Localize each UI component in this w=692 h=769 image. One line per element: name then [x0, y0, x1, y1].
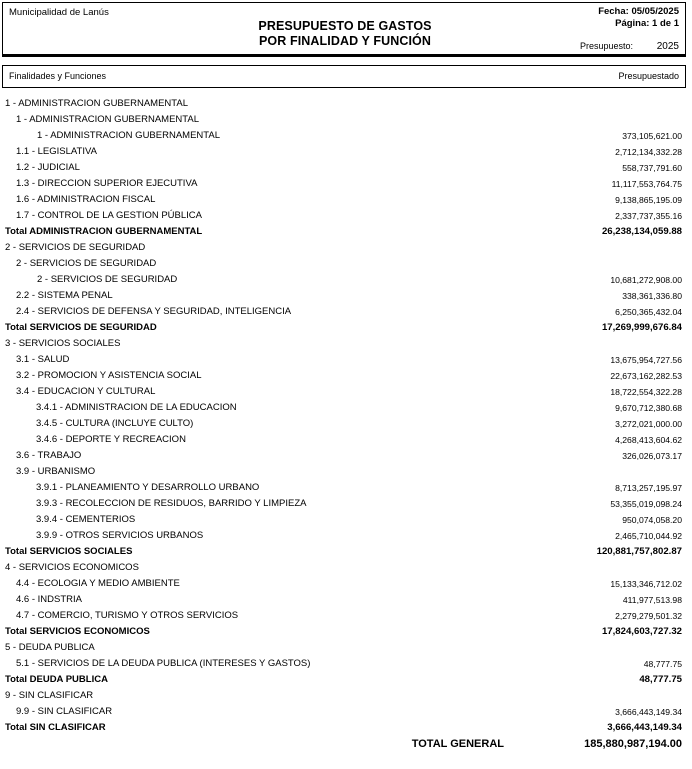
table-row — [0, 704, 692, 720]
row-amount: 120,881,757,802.87 — [596, 546, 682, 557]
report-meta — [598, 6, 679, 30]
row-total-word: Total — [5, 674, 30, 685]
row-label: 1 - ADMINISTRACION GUBERNAMENTAL — [37, 130, 220, 141]
column-header-budgeted: Presupuestado — [618, 71, 679, 81]
row-label: 1.1 - LEGISLATIVA — [16, 146, 97, 157]
row-label: 3.4 - EDUCACION Y CULTURAL — [16, 386, 156, 397]
table-row-total — [0, 320, 692, 336]
row-label: 2 - SERVICIOS DE SEGURIDAD — [5, 242, 146, 253]
row-amount: 2,712,134,332.28 — [615, 147, 682, 157]
table-row-total — [0, 720, 692, 736]
budget-rows — [0, 96, 692, 736]
row-total-word: Total — [5, 626, 30, 637]
row-label: 3.4.1 - ADMINISTRACION DE LA EDUCACION — [36, 402, 237, 413]
row-amount: 17,269,999,676.84 — [601, 322, 682, 333]
row-label — [5, 624, 150, 640]
grand-total-value: 185,880,987,194.00 — [584, 738, 682, 750]
table-row — [0, 144, 692, 160]
budget-year-row — [580, 41, 679, 52]
report-date: Fecha: 05/05/2025 — [598, 6, 679, 17]
row-amount: 411,977,513.98 — [622, 595, 682, 605]
row-label — [5, 224, 202, 240]
table-row — [0, 288, 692, 304]
report-header-box — [2, 2, 686, 57]
table-row — [0, 256, 692, 272]
row-label: 4 - SERVICIOS ECONOMICOS — [5, 562, 139, 573]
table-row — [0, 512, 692, 528]
row-label: 1.3 - DIRECCION SUPERIOR EJECUTIVA — [16, 178, 198, 189]
table-row — [0, 368, 692, 384]
row-label: 4.7 - COMERCIO, TURISMO Y OTROS SERVICIOS — [16, 610, 239, 621]
row-amount: 17,824,603,727.32 — [601, 626, 682, 637]
row-label: 3.6 - TRABAJO — [16, 450, 82, 461]
row-amount: 373,105,621.00 — [622, 131, 682, 141]
page-number: Página: 1 de 1 — [615, 18, 679, 29]
row-label: 3.4.5 - CULTURA (INCLUYE CULTO) — [36, 418, 194, 429]
table-column-header — [2, 65, 686, 88]
row-total-name: SIN CLASIFICAR — [29, 722, 106, 733]
table-row — [0, 176, 692, 192]
row-label: 9.9 - SIN CLASIFICAR — [16, 706, 113, 717]
column-header-functions: Finalidades y Funciones — [9, 71, 107, 81]
row-total-word: Total — [5, 226, 30, 237]
row-total-word: Total — [5, 322, 30, 333]
table-row — [0, 192, 692, 208]
row-label: 2 - SERVICIOS DE SEGURIDAD — [16, 258, 157, 269]
row-total-name: SERVICIOS SOCIALES — [29, 546, 133, 557]
row-amount: 48,777.75 — [639, 674, 682, 685]
page-title-line2: POR FINALIDAD Y FUNCIÓN — [259, 34, 431, 48]
row-label: 9 - SIN CLASIFICAR — [5, 690, 94, 701]
row-amount: 4,268,413,604.62 — [615, 435, 682, 445]
table-row — [0, 304, 692, 320]
row-label — [5, 720, 106, 736]
row-label: 1 - ADMINISTRACION GUBERNAMENTAL — [5, 98, 188, 109]
row-amount: 950,074,058.20 — [622, 515, 682, 525]
row-amount: 2,337,737,355.16 — [615, 211, 682, 221]
row-amount: 18,722,554,322.28 — [610, 387, 682, 397]
row-label: 1 - ADMINISTRACION GUBERNAMENTAL — [16, 114, 199, 125]
table-row — [0, 560, 692, 576]
table-row — [0, 416, 692, 432]
table-row — [0, 528, 692, 544]
table-row — [0, 608, 692, 624]
row-label: 3.9 - URBANISMO — [16, 466, 96, 477]
table-row-total — [0, 224, 692, 240]
row-amount: 326,026,073.17 — [622, 451, 682, 461]
row-amount: 2,465,710,044.92 — [615, 531, 682, 541]
table-row — [0, 112, 692, 128]
row-label: 3.1 - SALUD — [16, 354, 70, 365]
row-label: 1.7 - CONTROL DE LA GESTION PÚBLICA — [16, 210, 203, 221]
row-label: 3.9.4 - CEMENTERIOS — [36, 514, 136, 525]
row-label: 3.2 - PROMOCION Y ASISTENCIA SOCIAL — [16, 370, 202, 381]
row-amount: 558,737,791.60 — [622, 163, 682, 173]
row-label: 3.9.1 - PLANEAMIENTO Y DESARROLLO URBANO — [36, 482, 260, 493]
table-row — [0, 688, 692, 704]
row-label: 4.6 - INDSTRIA — [16, 594, 82, 605]
row-label: 2.2 - SISTEMA PENAL — [16, 290, 113, 301]
table-row — [0, 656, 692, 672]
row-label: 3 - SERVICIOS SOCIALES — [5, 338, 121, 349]
row-label — [5, 544, 132, 560]
table-row — [0, 272, 692, 288]
table-row — [0, 496, 692, 512]
row-label: 2.4 - SERVICIOS DE DEFENSA Y SEGURIDAD, INTELIGENCIA — [16, 306, 292, 317]
row-total-word: Total — [5, 722, 30, 733]
row-amount: 10,681,272,908.00 — [610, 275, 682, 285]
row-label: 1.2 - JUDICIAL — [16, 162, 80, 173]
table-row — [0, 336, 692, 352]
table-row-total — [0, 544, 692, 560]
row-amount: 3,666,443,149.34 — [607, 722, 682, 733]
row-amount: 9,138,865,195.09 — [615, 195, 682, 205]
table-row-total — [0, 624, 692, 640]
row-amount: 26,238,134,059.88 — [601, 226, 682, 237]
budget-year-label: Presupuesto: — [579, 41, 633, 51]
page-title-line1: PRESUPUESTO DE GASTOS — [258, 19, 432, 33]
row-label: 4.4 - ECOLOGIA Y MEDIO AMBIENTE — [16, 578, 180, 589]
row-amount: 13,675,954,727.56 — [610, 355, 682, 365]
table-row — [0, 576, 692, 592]
row-amount: 15,133,346,712.02 — [610, 579, 682, 589]
table-row — [0, 592, 692, 608]
row-amount: 8,713,257,195.97 — [615, 483, 682, 493]
row-amount: 3,272,021,000.00 — [615, 419, 682, 429]
table-row — [0, 448, 692, 464]
table-row — [0, 128, 692, 144]
row-amount: 11,117,553,764.75 — [611, 179, 682, 189]
row-amount: 9,670,712,380.68 — [615, 403, 682, 413]
row-amount: 22,673,162,282.53 — [610, 371, 682, 381]
row-label — [5, 320, 157, 336]
grand-total-row — [0, 735, 692, 753]
table-row — [0, 240, 692, 256]
table-row — [0, 432, 692, 448]
row-amount: 53,355,019,098.24 — [610, 499, 682, 509]
row-label: 5 - DEUDA PUBLICA — [5, 642, 95, 653]
budget-year-value: 2025 — [656, 41, 679, 52]
table-row — [0, 160, 692, 176]
row-total-name: ADMINISTRACION GUBERNAMENTAL — [29, 226, 203, 237]
row-label — [5, 672, 108, 688]
row-label: 5.1 - SERVICIOS DE LA DEUDA PUBLICA (INTERESES Y GASTOS) — [16, 658, 311, 669]
row-amount: 2,279,279,501.32 — [615, 611, 682, 621]
table-row — [0, 480, 692, 496]
row-total-name: SERVICIOS ECONOMICOS — [29, 626, 150, 637]
row-label: 3.9.9 - OTROS SERVICIOS URBANOS — [36, 530, 204, 541]
table-row — [0, 464, 692, 480]
row-label: 3.4.6 - DEPORTE Y RECREACION — [36, 434, 186, 445]
row-amount: 3,666,443,149.34 — [615, 707, 682, 717]
row-amount: 6,250,365,432.04 — [615, 307, 682, 317]
row-total-name: SERVICIOS DE SEGURIDAD — [29, 322, 157, 333]
row-amount: 338,361,336.80 — [622, 291, 682, 301]
table-row — [0, 208, 692, 224]
row-label: 3.9.3 - RECOLECCION DE RESIDUOS, BARRIDO Y LIMPIEZA — [36, 498, 307, 509]
table-row — [0, 352, 692, 368]
table-row — [0, 384, 692, 400]
row-label: 1.6 - ADMINISTRACION FISCAL — [16, 194, 156, 205]
row-total-name: DEUDA PUBLICA — [29, 674, 108, 685]
table-row-total — [0, 672, 692, 688]
row-amount: 48,777.75 — [643, 659, 682, 669]
grand-total-label: TOTAL GENERAL — [411, 738, 504, 750]
table-row — [0, 640, 692, 656]
organization-name: Municipalidad de Lanús — [9, 7, 109, 18]
table-row — [0, 400, 692, 416]
row-label: 2 - SERVICIOS DE SEGURIDAD — [37, 274, 178, 285]
row-total-word: Total — [5, 546, 30, 557]
table-row — [0, 96, 692, 112]
